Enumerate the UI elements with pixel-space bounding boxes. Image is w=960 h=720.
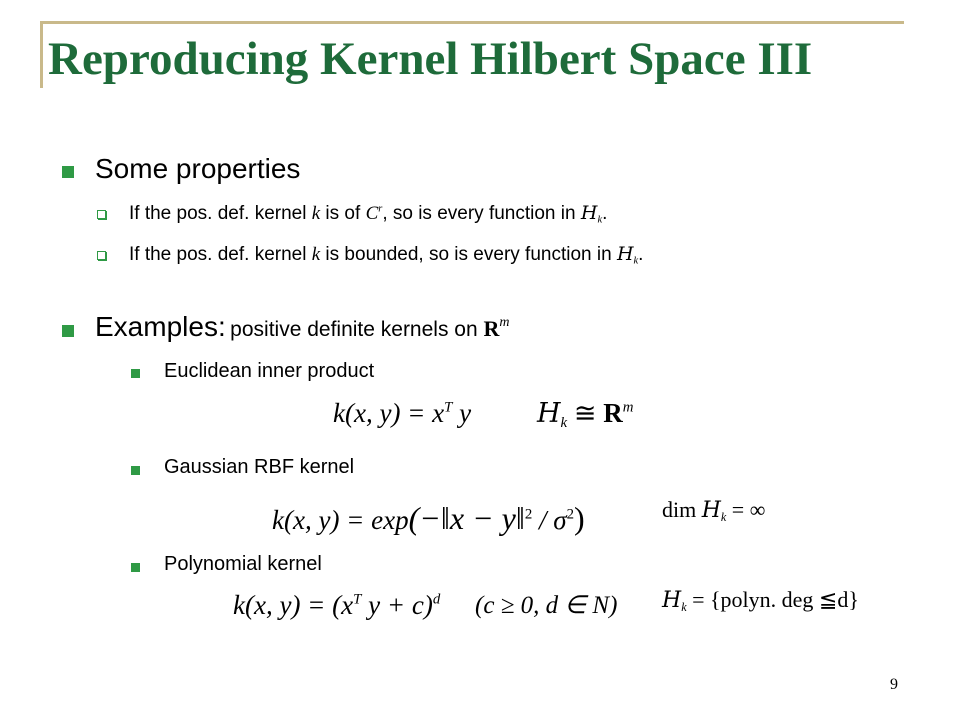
gaussian-kernel-formula: k(x, y) = exp(−‖x − y‖$^2$ / $\sigma^2$) (272, 500, 585, 536)
properties-heading: Some properties (95, 153, 301, 184)
example-euclidean-label: Euclidean inner product (164, 360, 375, 382)
bullet-square-icon (62, 325, 74, 337)
euclidean-space-formula: $H_k$ ≅ $R^m$ (537, 398, 634, 432)
bullet-square-icon (62, 166, 74, 178)
polynomial-space-note: $H_k$ = {polyn. deg ≦d} (662, 587, 859, 615)
examples-heading-line: Examples: positive definite kernels on $R^m$ (95, 311, 510, 342)
slide-title: Reproducing Kernel Hilbert Space III (48, 33, 813, 85)
checkbox-bullet-icon (97, 251, 106, 260)
bullet-square-icon (131, 369, 140, 378)
page-number: 9 (890, 676, 898, 693)
polynomial-condition: (c ≥ 0, d ∈ N) (475, 592, 618, 619)
euclidean-kernel-formula: k(x, $y) = x^T$ y (333, 398, 472, 428)
example-gaussian-label: Gaussian RBF kernel (164, 456, 355, 478)
bullet-square-icon (131, 563, 140, 572)
bullet-square-icon (131, 466, 140, 475)
property-item-2: If the pos. def. kernel k is bounded, so is every function in $H_k$. (129, 243, 644, 267)
checkbox-bullet-icon (97, 210, 106, 219)
gaussian-dimension-note: dim $H_k$ = ∞ (662, 497, 766, 525)
example-polynomial-label: Polynomial kernel (164, 553, 322, 575)
slide-frame-top-line (40, 21, 904, 24)
slide-frame-left-line (40, 21, 43, 88)
property-item-1: If the pos. def. kernel k is of $C^r$, so is every function in $H_k$. (129, 202, 608, 226)
polynomial-kernel-formula: k(x, $y) = (x^T$ y + c)$^d$ (233, 590, 441, 620)
